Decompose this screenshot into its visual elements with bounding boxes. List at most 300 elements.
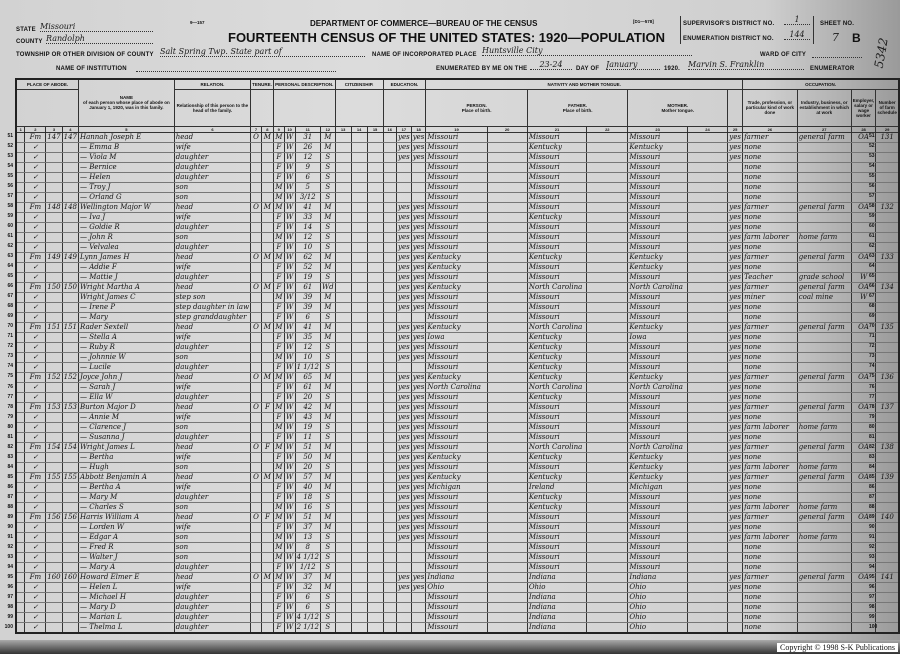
column-number: 18: [411, 126, 426, 132]
column-number: 17: [396, 126, 411, 132]
cell-empty: [16, 302, 25, 312]
cell-empty: [687, 132, 727, 142]
line-number: 70: [7, 323, 13, 330]
cell-write: yes: [412, 222, 425, 231]
cell-write: yes: [412, 202, 425, 211]
cell-empty: [335, 432, 351, 442]
cell-name: — Lorden W: [79, 522, 175, 532]
cell-cls: OA: [851, 202, 876, 212]
line-number: 90: [7, 523, 13, 530]
line-number: 83: [7, 453, 13, 460]
line-number: 84: [869, 463, 875, 470]
cell-empty: [487, 232, 527, 242]
cell-mort: [261, 622, 273, 633]
cell-empty: [367, 312, 383, 322]
cell-empty: [487, 352, 527, 362]
cell-empty: [351, 522, 367, 532]
cell-age: 35: [295, 332, 320, 342]
cell-empty: [16, 602, 25, 612]
column-number: 4: [62, 126, 78, 132]
cell-ten: O: [251, 252, 262, 262]
cell-fbp: Kentucky: [527, 372, 586, 382]
cell-fm: [62, 492, 78, 502]
cell-farm: 135: [876, 322, 899, 332]
cell-age: 1 1/12: [296, 362, 319, 371]
cell-occ: none: [743, 302, 798, 312]
cell-bp: Missouri: [426, 422, 487, 432]
cell-empty: [335, 542, 351, 552]
cell-fbp: Missouri: [527, 192, 586, 202]
cell-sex: M: [275, 322, 283, 331]
cell-empty: [687, 612, 727, 622]
cell-race: W: [286, 472, 294, 481]
cell-fbp: Indiana: [527, 572, 586, 582]
cell-ten: [251, 242, 262, 252]
cell-mbp: Missouri: [628, 172, 687, 182]
cell-mar: S: [320, 272, 335, 282]
cell-st: Fm: [25, 252, 46, 262]
cell-ten: [251, 542, 262, 552]
cell-empty: [335, 392, 351, 402]
cell-name: — Mattie J: [79, 272, 175, 282]
cell-fbp: North Carolina: [527, 282, 586, 292]
cell-name: — Marian L: [79, 612, 175, 622]
cell-empty: [383, 172, 396, 182]
cell-eng: yes: [729, 372, 741, 381]
cell-read: yes: [397, 472, 410, 481]
table-row: [16, 612, 899, 622]
cell-bp: Missouri: [426, 192, 487, 202]
cell-fm: [62, 362, 78, 372]
cell-empty: [587, 262, 628, 272]
cell-write: yes: [412, 582, 425, 591]
cell-bp: Missouri: [426, 242, 487, 252]
cell-empty: [687, 232, 727, 242]
column-number: 16: [383, 126, 396, 132]
cell-sex: F: [273, 172, 284, 182]
cell-mbp: Ohio: [628, 622, 687, 633]
cell-empty: [383, 562, 396, 572]
table-row: [16, 302, 899, 312]
cell-mbp: Ohio: [628, 602, 687, 612]
cell-fbp: Missouri: [527, 182, 586, 192]
line-number: 85: [7, 473, 13, 480]
cell-mar: S: [320, 622, 335, 633]
line-number: 65: [869, 273, 875, 280]
cell-empty: [367, 432, 383, 442]
cell-fbp: Kentucky: [527, 342, 586, 352]
cell-ten: [251, 382, 262, 392]
table-row: [16, 532, 899, 542]
cell-fbp: Missouri: [527, 242, 586, 252]
cell-age: 11: [295, 432, 320, 442]
cell-mbp: Missouri: [628, 292, 687, 302]
institution-label: NAME OF INSTITUTION: [56, 66, 127, 72]
cell-read: yes: [397, 402, 410, 411]
cell-eng: yes: [729, 252, 741, 261]
cell-write: yes: [412, 482, 425, 491]
cell-empty: [487, 402, 527, 412]
column-number: 26: [743, 126, 798, 132]
cell-sex: M: [275, 552, 283, 561]
cell-empty: [351, 542, 367, 552]
cell-empty: [487, 552, 527, 562]
cell-name: — Addie F: [79, 262, 175, 272]
cell-occ: none: [743, 152, 798, 162]
cell-farm: [876, 492, 899, 502]
cell-empty: [487, 612, 527, 622]
cell-mar: M: [320, 372, 335, 382]
cell-empty: [335, 232, 351, 242]
column-number: 2: [25, 126, 46, 132]
cell-fm: [62, 332, 78, 342]
cell-race: W: [286, 542, 294, 551]
cell-mar: M: [320, 302, 335, 312]
line-number: 57: [869, 193, 875, 200]
cell-mort: [261, 342, 273, 352]
cell-fbp: Kentucky: [527, 212, 586, 222]
cell-farm: [876, 262, 899, 272]
cell-mort: [261, 332, 273, 342]
cell-farm: [876, 232, 899, 242]
cell-empty: [587, 382, 628, 392]
line-number: 78: [869, 403, 875, 410]
cell-empty: [487, 152, 527, 162]
cell-ind: general farm: [797, 372, 851, 382]
enumeration-district-label: ENUMERATION DISTRICT NO.: [683, 36, 774, 42]
cell-rel: head: [174, 442, 250, 452]
cell-age: 14: [295, 222, 320, 232]
cell-empty: [383, 542, 396, 552]
cell-bp: Missouri: [426, 152, 487, 162]
cell-ind: [797, 222, 851, 232]
cell-st: ✓: [25, 232, 46, 242]
cell-age: 16: [295, 502, 320, 512]
cell-write: [411, 362, 426, 372]
farm-subhead: Number of farm schedule: [876, 89, 899, 126]
cell-empty: [367, 272, 383, 282]
cell-race: W: [286, 612, 294, 621]
cell-race: W: [286, 512, 294, 521]
cell-eng: yes: [729, 132, 741, 141]
line-number: 58: [7, 203, 13, 210]
cell-age: 61: [295, 282, 320, 292]
supervisor-district-label: SUPERVISOR'S DISTRICT NO.: [683, 21, 775, 27]
cell-ind: [797, 452, 851, 462]
cell-ind: general farm: [797, 512, 851, 522]
cell-fm: [62, 232, 78, 242]
cell-empty: [16, 512, 25, 522]
cell-write: yes: [412, 272, 425, 281]
cell-empty: [367, 442, 383, 452]
cell-farm: 136: [876, 372, 899, 382]
line-number: 63: [869, 253, 875, 260]
cell-bp: Kentucky: [426, 262, 487, 272]
line-number: 53: [7, 153, 13, 160]
cell-empty: [587, 242, 628, 252]
table-row: [16, 442, 899, 452]
cell-empty: [687, 172, 727, 182]
cell-st: ✓: [25, 292, 46, 302]
cell-rel: daughter: [174, 602, 250, 612]
cell-fbp: Missouri: [527, 542, 586, 552]
table-row: [16, 192, 899, 202]
cell-mbp: Ohio: [628, 582, 687, 592]
cell-occ: farm laborer: [743, 532, 798, 542]
cell-mort: [261, 212, 273, 222]
cell-empty: [351, 612, 367, 622]
cell-mort: M: [261, 472, 273, 482]
cell-ind: [797, 622, 851, 633]
cell-empty: [367, 142, 383, 152]
line-number: 88: [7, 503, 13, 510]
group-place-of-abode: PLACE OF ABODE.: [16, 79, 79, 89]
cell-empty: [351, 552, 367, 562]
cell-write: yes: [412, 392, 425, 401]
cell-dw: [46, 432, 62, 442]
cell-ind: [797, 592, 851, 602]
cell-ten: [251, 412, 262, 422]
cell-st: ✓: [25, 222, 46, 232]
cell-empty: [487, 592, 527, 602]
cell-age: 50: [295, 452, 320, 462]
cell-eng: [728, 562, 743, 572]
cell-empty: [383, 232, 396, 242]
cell-ten: [251, 192, 262, 202]
cell-ind: general farm: [797, 402, 851, 412]
cell-race: W: [286, 422, 294, 431]
cell-empty: [687, 492, 727, 502]
enumerator-name: Marvin S. Franklin: [688, 60, 804, 70]
cell-write: [411, 562, 426, 572]
cell-name: — Susanna J: [79, 432, 175, 442]
cell-empty: [335, 592, 351, 602]
cell-empty: [351, 382, 367, 392]
cell-dw: [46, 422, 62, 432]
cell-ten: [251, 172, 262, 182]
column-number: 14: [351, 126, 367, 132]
cell-rel: son: [174, 552, 250, 562]
cell-dw: 154: [47, 442, 61, 451]
cell-empty: [367, 252, 383, 262]
cell-ten: [251, 592, 262, 602]
cell-sex: M: [275, 352, 283, 361]
cell-age: 32: [295, 582, 320, 592]
cell-empty: [351, 392, 367, 402]
cell-empty: [16, 432, 25, 442]
cell-empty: [587, 502, 628, 512]
cell-sex: F: [273, 432, 284, 442]
header-name: [79, 79, 175, 126]
cell-farm: [876, 152, 899, 162]
cell-race: W: [286, 622, 294, 631]
cell-read: [396, 592, 411, 602]
cell-occ: none: [743, 562, 798, 572]
cell-empty: [687, 212, 727, 222]
cell-age: 41: [295, 322, 320, 332]
cell-st: Fm: [25, 572, 46, 582]
cell-name: — Ruby R: [79, 342, 175, 352]
cell-farm: 134: [876, 282, 899, 292]
cell-bp: Kentucky: [426, 472, 487, 482]
cell-mbp: Missouri: [628, 132, 687, 142]
cell-empty: [335, 552, 351, 562]
cell-empty: [16, 412, 25, 422]
cell-cls: OA: [851, 252, 876, 262]
column-number: 7: [251, 126, 262, 132]
cell-mar: M: [320, 292, 335, 302]
table-row: [16, 342, 899, 352]
cell-read: yes: [397, 222, 410, 231]
cell-ten: [251, 602, 262, 612]
cell-write: [411, 192, 426, 202]
institution-value: [136, 66, 336, 72]
cell-race: W: [286, 202, 294, 211]
cell-empty: [687, 472, 727, 482]
cell-eng: [728, 592, 743, 602]
cell-ten: [251, 212, 262, 222]
cell-write: yes: [412, 212, 425, 221]
cell-rel: son: [174, 232, 250, 242]
table-row: [16, 402, 899, 412]
cell-sex: M: [275, 532, 283, 541]
cell-fm: 147: [63, 132, 78, 141]
cell-mort: F: [261, 442, 273, 452]
cell-farm: 140: [876, 512, 899, 522]
cell-fm: [62, 502, 78, 512]
cell-ind: general farm: [797, 442, 851, 452]
cell-race: W: [286, 292, 294, 301]
cell-rel: head: [174, 252, 250, 262]
cell-empty: [383, 262, 396, 272]
line-number: 94: [869, 563, 875, 570]
cell-empty: [16, 522, 25, 532]
cell-mort: [261, 432, 273, 442]
cell-rel: daughter: [174, 162, 250, 172]
cell-age: 51: [295, 512, 320, 522]
cell-ten: [251, 342, 262, 352]
line-number: 74: [7, 363, 13, 370]
cell-ind: [797, 562, 851, 572]
cell-empty: [587, 472, 628, 482]
cell-dw: [46, 182, 62, 192]
table-row: [16, 262, 899, 272]
cell-bp: Missouri: [426, 592, 487, 602]
cell-empty: [487, 472, 527, 482]
cell-eng: yes: [729, 322, 741, 331]
cell-empty: [335, 492, 351, 502]
cell-empty: [351, 442, 367, 452]
cell-empty: [383, 252, 396, 262]
cell-empty: [16, 472, 25, 482]
cell-empty: [335, 462, 351, 472]
cell-fm: 150: [63, 282, 78, 291]
cell-ind: [797, 352, 851, 362]
cell-occ: none: [743, 362, 798, 372]
cell-eng: yes: [729, 442, 741, 451]
cell-empty: [367, 582, 383, 592]
cell-fbp: North Carolina: [527, 442, 586, 452]
cell-empty: [16, 222, 25, 232]
cell-eng: yes: [729, 352, 741, 361]
cell-empty: [687, 272, 727, 282]
cell-dw: 150: [47, 282, 61, 291]
cell-fm: [62, 532, 78, 542]
cell-fbp: Missouri: [527, 232, 586, 242]
cell-mbp: North Carolina: [628, 382, 687, 392]
cell-empty: [487, 302, 527, 312]
cell-empty: [351, 152, 367, 162]
line-number: 67: [7, 293, 13, 300]
cell-sex: M: [275, 542, 283, 551]
cell-empty: [587, 452, 628, 462]
cell-eng: yes: [729, 402, 741, 411]
cell-race: W: [286, 192, 294, 201]
cell-sex: F: [273, 242, 284, 252]
cell-race: W: [286, 172, 294, 181]
cell-name: — Thelma L: [79, 622, 175, 633]
cell-empty: [383, 592, 396, 602]
cell-eng: yes: [729, 572, 741, 581]
cell-read: yes: [397, 282, 410, 291]
cell-empty: [16, 552, 25, 562]
cell-empty: [351, 212, 367, 222]
cell-empty: [383, 382, 396, 392]
cell-mort: [261, 242, 273, 252]
cell-race: W: [286, 392, 294, 401]
cell-ten: [251, 302, 262, 312]
cell-empty: [16, 142, 25, 152]
cell-dw: [46, 222, 62, 232]
cell-write: yes: [412, 132, 425, 141]
cell-eng: yes: [729, 142, 741, 151]
cell-age: 19: [295, 272, 320, 282]
cell-fbp: Kentucky: [527, 332, 586, 342]
cell-farm: [876, 342, 899, 352]
cell-ind: general farm: [797, 322, 851, 332]
cell-ten: [251, 562, 262, 572]
cell-write: [411, 162, 426, 172]
line-number: 66: [869, 283, 875, 290]
cell-farm: [876, 562, 899, 572]
cell-mbp: Missouri: [628, 422, 687, 432]
cell-read: yes: [397, 262, 410, 271]
cell-rel: step granddaughter: [174, 312, 250, 322]
cell-empty: [16, 422, 25, 432]
cell-write: yes: [412, 382, 425, 391]
cell-empty: [367, 352, 383, 362]
cell-fm: 160: [63, 572, 78, 581]
cell-mar: M: [320, 202, 335, 212]
cell-empty: [335, 482, 351, 492]
cell-mort: [261, 182, 273, 192]
cell-farm: 141: [876, 572, 899, 582]
cell-empty: [16, 212, 25, 222]
cell-eng: yes: [729, 462, 741, 471]
cell-empty: [587, 282, 628, 292]
cell-farm: [876, 182, 899, 192]
line-number: 60: [869, 223, 875, 230]
cell-empty: [351, 422, 367, 432]
cell-eng: [728, 162, 743, 172]
cell-st: ✓: [25, 312, 46, 322]
cell-occ: none: [743, 392, 798, 402]
cell-empty: [335, 502, 351, 512]
table-row: [16, 552, 899, 562]
cell-bp: Missouri: [426, 212, 487, 222]
cell-farm: [876, 502, 899, 512]
cell-empty: [335, 372, 351, 382]
